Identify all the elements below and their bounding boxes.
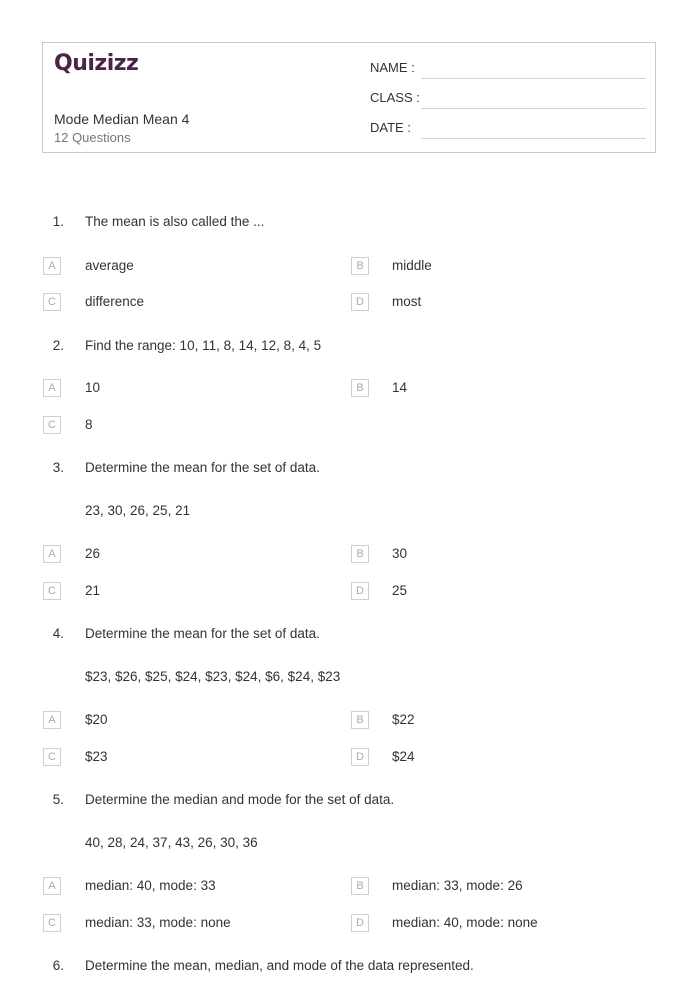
- question-number: 2.: [52, 338, 64, 353]
- option-b-text: middle: [392, 258, 432, 273]
- option-d-box[interactable]: D: [351, 293, 369, 311]
- option-d-text: most: [392, 294, 422, 309]
- option-c-box[interactable]: C: [43, 416, 61, 434]
- option-a-box[interactable]: A: [43, 711, 61, 729]
- option-a-box[interactable]: A: [43, 877, 61, 895]
- question-data: $23, $26, $25, $24, $23, $24, $6, $24, $23: [85, 669, 341, 684]
- quizizz-logo: Quizizz: [54, 51, 139, 76]
- date-line: [421, 138, 646, 139]
- option-c-text: $23: [85, 749, 108, 764]
- name-line: [421, 78, 646, 79]
- option-b-box[interactable]: B: [351, 711, 369, 729]
- option-a-text: $20: [85, 712, 108, 727]
- question-count: 12 Questions: [54, 130, 131, 145]
- option-d-text: 25: [392, 583, 408, 598]
- option-a-text: median: 40, mode: 33: [85, 878, 216, 893]
- question-text: Determine the mean, median, and mode of the data represented.: [85, 958, 474, 973]
- option-a-text: 26: [85, 546, 101, 561]
- option-a-text: 10: [85, 380, 101, 395]
- question-data: 23, 30, 26, 25, 21: [85, 503, 191, 518]
- option-c-box[interactable]: C: [43, 293, 61, 311]
- worksheet-header: [42, 42, 656, 153]
- option-d-box[interactable]: D: [351, 748, 369, 766]
- question-text: Determine the mean for the set of data.: [85, 460, 320, 475]
- option-b-text: median: 33, mode: 26: [392, 878, 523, 893]
- option-c-text: difference: [85, 294, 145, 309]
- option-b-box[interactable]: B: [351, 257, 369, 275]
- question-data: 40, 28, 24, 37, 43, 26, 30, 36: [85, 835, 258, 850]
- date-label: DATE :: [370, 120, 411, 135]
- question-number: 6.: [52, 958, 64, 973]
- class-label: CLASS :: [370, 90, 420, 105]
- question-number: 1.: [52, 214, 64, 229]
- option-d-box[interactable]: D: [351, 582, 369, 600]
- option-a-box[interactable]: A: [43, 257, 61, 275]
- question-text: Determine the mean for the set of data.: [85, 626, 320, 641]
- option-b-box[interactable]: B: [351, 545, 369, 563]
- question-text: The mean is also called the ...: [85, 214, 265, 229]
- question-number: 5.: [52, 792, 64, 807]
- option-c-box[interactable]: C: [43, 914, 61, 932]
- option-c-text: median: 33, mode: none: [85, 915, 231, 930]
- class-line: [421, 108, 646, 109]
- option-b-text: $22: [392, 712, 415, 727]
- question-number: 3.: [52, 460, 64, 475]
- option-c-text: 21: [85, 583, 101, 598]
- option-b-text: 14: [392, 380, 408, 395]
- option-a-text: average: [85, 258, 134, 273]
- option-b-text: 30: [392, 546, 408, 561]
- option-a-box[interactable]: A: [43, 545, 61, 563]
- question-text: Find the range: 10, 11, 8, 14, 12, 8, 4, 5: [85, 338, 322, 353]
- option-b-box[interactable]: B: [351, 877, 369, 895]
- option-d-text: $24: [392, 749, 415, 764]
- option-a-box[interactable]: A: [43, 379, 61, 397]
- question-text: Determine the median and mode for the set of data.: [85, 792, 395, 807]
- option-d-box[interactable]: D: [351, 914, 369, 932]
- option-c-box[interactable]: C: [43, 582, 61, 600]
- option-c-box[interactable]: C: [43, 748, 61, 766]
- option-c-text: 8: [85, 417, 93, 432]
- question-number: 4.: [52, 626, 64, 641]
- worksheet-title: Mode Median Mean 4: [54, 111, 190, 127]
- option-b-box[interactable]: B: [351, 379, 369, 397]
- option-d-text: median: 40, mode: none: [392, 915, 538, 930]
- name-label: NAME :: [370, 60, 415, 75]
